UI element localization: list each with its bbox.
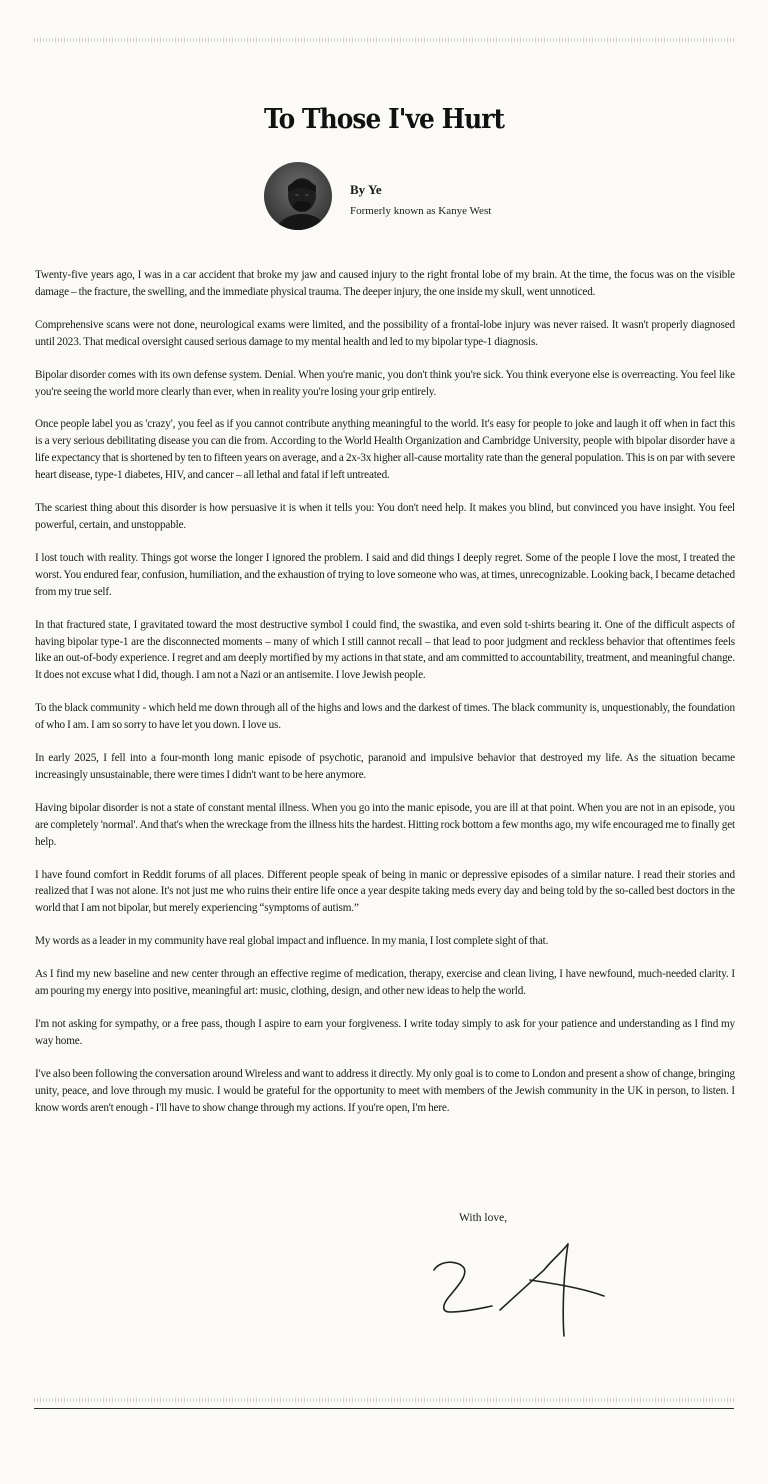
paragraph: As I find my new baseline and new center through an effective regime of medication, therapy, exercise and clean living, I have newfound, much-needed clarity. I am pouring my energy into positive, meaningful art: music, clothing, design, and other new ideas to help the world. [35, 968, 735, 998]
page-title: To Those I've Hurt [263, 104, 505, 135]
letter-body [35, 267, 735, 1133]
paragraph: I have found comfort in Reddit forums of all places. Different people speak of being in manic or depressive episodes of a similar nature. I read their stories and realized that I was not alone. It's not just me who ruins their entire life once a year despite taking meds every day and being told by the so-called best doctors in the world that I am not bipolar, but merely experiencing “symptoms of autism.” [35, 868, 735, 915]
byline [350, 182, 491, 217]
author-portrait [264, 162, 332, 230]
paragraph: My words as a leader in my community have real global impact and influence. In my mania, I lost complete sight of that. [35, 935, 549, 948]
paragraph: The scariest thing about this disorder is how persuasive it is when it tells you: You don't need help. It makes you blind, but convinced you have insight. You feel powerful, certain, and unstoppable. [35, 502, 735, 531]
author-avatar [264, 162, 332, 230]
paragraph: I lost touch with reality. Things got worse the longer I ignored the problem. I said and did things I deeply regret. Some of the people I love the most, I treated the worst. You endured fear, confusion, humiliation, and the exhaustion of trying to love someone who was, at times, unrecognizable. Looking back, I became detached from my true self. [35, 551, 735, 598]
paragraph: In that fractured state, I gravitated toward the most destructive symbol I could find, the swastika, and even sold t-shirts bearing it. One of the difficult aspects of having bipolar type-1 are the disconnected moments – many of which I still cannot recall – that lead to poor judgment and reckless behavior that oftentimes feels like an out-of-body experience. I regret and am deeply mortified by my actions in that state, and am committed to accountability, treatment, and meaningful change. It does not excuse what I did, though. I am not a Nazi or an antisemite. I love Jewish people. [35, 618, 735, 682]
author-subtitle: Formerly known as Kanye West [350, 205, 492, 217]
paragraph: Twenty-five years ago, I was in a car accident that broke my jaw and caused injury to the right frontal lobe of my brain. At the time, the focus was on the visible damage – the fracture, the swelling, and the immediate physical trauma. The deeper injury, the one inside my skull, went unnoticed. [35, 269, 735, 298]
author-name: By Ye [350, 182, 382, 197]
handwritten-signature [426, 1240, 612, 1340]
paragraph: Bipolar disorder comes with its own defense system. Denial. When you're manic, you don't think you're sick. You think everyone else is overreacting. You feel like you're seeing the world more clearly than ever, when in reality you're losing your grip entirely. [35, 368, 735, 398]
paragraph: In early 2025, I fell into a four-month long manic episode of psychotic, paranoid and impulsive behavior that destroyed my life. As the situation became increasingly unsustainable, there were times I didn't want to be here anymore. [35, 752, 735, 781]
paragraph: I'm not asking for sympathy, or a free pass, though I aspire to earn your forgiveness. I write today simply to ask for your patience and understanding as I find my way home. [35, 1018, 735, 1047]
bottom-dotted-rule [34, 1398, 734, 1402]
paragraph: I've also been following the conversation around Wireless and want to address it directly. My only goal is to come to London and present a show of change, bringing unity, peace, and love through my music. I would be grateful for the opportunity to meet with members of the Jewish community in the UK in person, to listen. I know words aren't enough - I'll have to show change through my actions. If you're open, I'm here. [35, 1067, 735, 1114]
paragraph: Comprehensive scans were not done, neurological exams were limited, and the possibility of a frontal-lobe injury was never raised. It wasn't properly diagnosed until 2023. That medical oversight caused serious damage to my mental health and led to my bipolar type-1 diagnosis. [35, 318, 735, 348]
paragraph: Once people label you as 'crazy', you feel as if you cannot contribute anything meaningful to the world. It's easy for people to joke and laugh it off when in fact this is a very serious debilitating disease you can die from. According to the World Health Organization and Cambridge University, people with bipolar disorder have a life expectancy that is shortened by ten to fifteen years on average, and a 2x-3x higher all-cause mortality rate than the general population. This is on par with severe heart disease, type-1 diabetes, HIV, and cancer – all lethal and fatal if left untreated. [35, 418, 735, 482]
paragraph: Having bipolar disorder is not a state of constant mental illness. When you go into the manic episode, you are ill at that point. When you are not in an episode, you are completely 'normal'. And that's when the wreckage from the illness hits the hardest. Hitting rock bottom a few months ago, my wife encouraged me to finally get help. [35, 801, 735, 848]
paragraph: To the black community - which held me down through all of the highs and lows and the darkest of times. The black community is, unquestionably, the foundation of who I am. I am so sorry to have let you down. I love us. [35, 702, 735, 732]
top-dotted-rule [34, 38, 734, 42]
signoff: With love, [459, 1212, 508, 1224]
bottom-solid-rule [34, 1408, 734, 1409]
